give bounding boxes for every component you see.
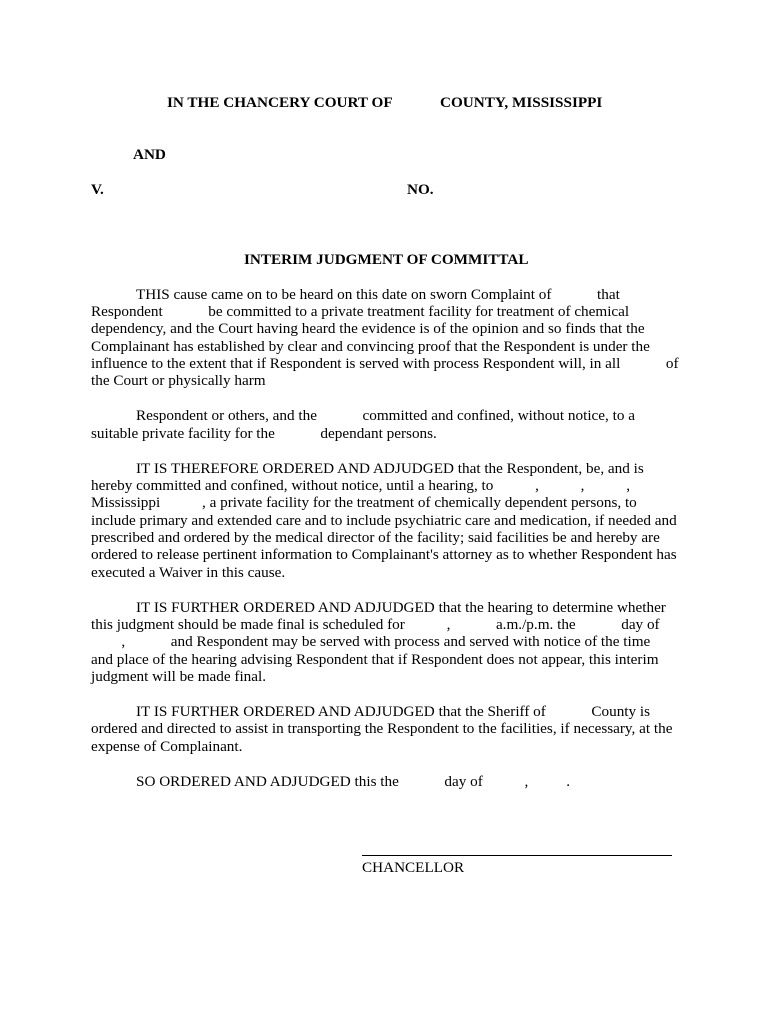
paragraph-line: suitable private facility for the dependant persons.	[91, 425, 437, 442]
court-heading-left: IN THE CHANCERY COURT OF	[167, 94, 393, 111]
paragraph-line: THIS cause came on to be heard on this date on sworn Complaint of that	[136, 286, 620, 303]
paragraph-line: Complainant has established by clear and convincing proof that the Respondent is under the	[91, 338, 650, 355]
paragraph-line: include primary and extended care and to include psychiatric care and medication, if needed and	[91, 512, 677, 529]
paragraph-line: this judgment should be made final is scheduled for , a.m./p.m. the day of	[91, 616, 660, 633]
versus-label: V.	[91, 181, 104, 198]
chancellor-label: CHANCELLOR	[362, 859, 465, 876]
signature-line	[362, 855, 672, 856]
paragraph-line: Respondent be committed to a private treatment facility for treatment of chemical	[91, 303, 630, 320]
paragraph-line: influence to the extent that if Respondent is served with process Respondent will, in all of	[91, 355, 679, 372]
paragraph-line: IT IS THEREFORE ORDERED AND ADJUDGED that the Respondent, be, and is	[136, 460, 644, 477]
party-and: AND	[133, 146, 166, 163]
paragraph-line: IT IS FURTHER ORDERED AND ADJUDGED that the Sheriff of County is	[136, 703, 651, 720]
paragraph-line: Respondent or others, and the committed and confined, without notice, to a	[136, 407, 635, 424]
paragraph-line: the Court or physically harm	[91, 372, 266, 389]
paragraph-line: executed a Waiver in this cause.	[91, 564, 286, 581]
paragraph-line: Mississippi , a private facility for the treatment of chemically dependent persons, to	[91, 494, 637, 511]
paragraph-line: prescribed and ordered by the medical director of the facility; said facilities be and hereby are	[91, 529, 660, 546]
paragraph-line: , and Respondent may be served with process and served with notice of the time	[91, 633, 651, 650]
paragraph-line: SO ORDERED AND ADJUDGED this the day of , .	[136, 773, 571, 790]
paragraph-line: ordered and directed to assist in transporting the Respondent to the facilities, if necessary, at the	[91, 720, 673, 737]
paragraph-line: expense of Complainant.	[91, 738, 243, 755]
paragraph-line: IT IS FURTHER ORDERED AND ADJUDGED that the hearing to determine whether	[136, 599, 666, 616]
paragraph-line: hereby committed and confined, without notice, until a hearing, to , , ,	[91, 477, 631, 494]
paragraph-line: ordered to release pertinent information to Complainant's attorney as to whether Respondent has	[91, 546, 677, 563]
case-number-label: NO.	[407, 181, 434, 198]
document-title: INTERIM JUDGMENT OF COMMITTAL	[244, 251, 529, 268]
paragraph-line: judgment will be made final.	[91, 668, 267, 685]
paragraph-line: dependency, and the Court having heard the evidence is of the opinion and so finds that the	[91, 320, 645, 337]
court-heading-right: COUNTY, MISSISSIPPI	[440, 94, 603, 111]
paragraph-line: and place of the hearing advising Respondent that if Respondent does not appear, this interim	[91, 651, 659, 668]
